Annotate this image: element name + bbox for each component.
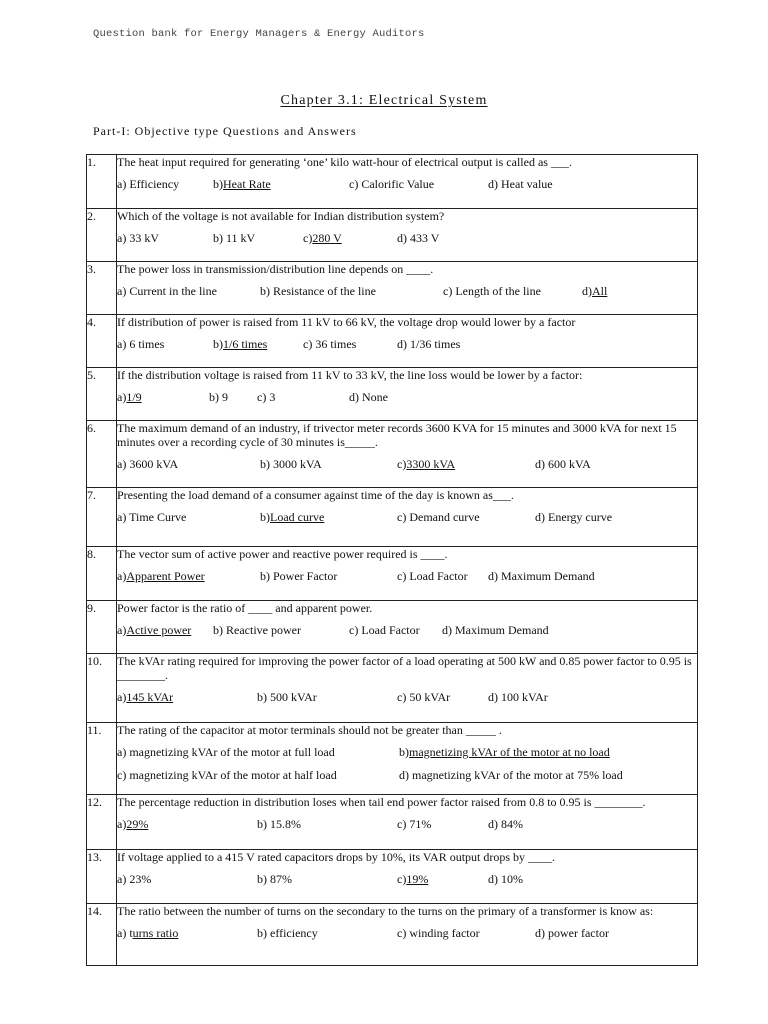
question-row xyxy=(87,795,698,850)
question-text: If the distribution voltage is raised from 11 kV to 33 kV, the line loss would be lower by a factor: xyxy=(117,368,583,382)
option-label: a) Current in the line xyxy=(117,284,217,298)
option-label: b) 3000 kVA xyxy=(260,457,322,471)
question-number: 1. xyxy=(87,155,117,209)
answer-option xyxy=(117,690,173,704)
option-label: c) Load Factor xyxy=(397,569,468,583)
question-body xyxy=(117,262,698,315)
answer-option xyxy=(397,231,439,245)
options-row xyxy=(117,337,697,351)
answer-option xyxy=(349,623,420,637)
answer-option xyxy=(117,623,191,637)
correct-answer: Active power xyxy=(126,623,192,637)
option-label: a) xyxy=(117,817,127,831)
option-label: a) xyxy=(117,390,127,404)
option-label: c) Demand curve xyxy=(397,510,480,524)
question-row xyxy=(87,850,698,904)
question-text: The percentage reduction in distribution loses when tail end power factor raised from 0.8 to 0.95 is ________. xyxy=(117,795,646,809)
question-text: The ratio between the number of turns on the secondary to the turns on the primary of a transformer is know as: xyxy=(117,904,654,918)
correct-answer: All xyxy=(592,284,608,298)
answer-option xyxy=(397,926,480,940)
options-row xyxy=(117,926,697,940)
answer-option xyxy=(117,926,178,940)
answer-option xyxy=(397,872,428,886)
option-label: a) xyxy=(117,569,127,583)
option-label: c) winding factor xyxy=(397,926,480,940)
option-label: b) 15.8% xyxy=(257,817,301,831)
question-row xyxy=(87,421,698,488)
option-label: d) 100 kVAr xyxy=(488,690,548,704)
option-label: c) magnetizing kVAr of the motor at half load xyxy=(117,768,337,782)
option-label: a) Efficiency xyxy=(117,177,180,191)
answer-option xyxy=(117,872,151,886)
question-text: Presenting the load demand of a consumer against time of the day is known as___. xyxy=(117,488,514,502)
question-text: The power loss in transmission/distribution line depends on ____. xyxy=(117,262,434,276)
question-body xyxy=(117,155,698,209)
correct-answer: Load curve xyxy=(270,510,325,524)
correct-answer: 280 V xyxy=(312,231,342,245)
answer-option xyxy=(582,284,607,298)
question-number: 11. xyxy=(87,723,117,795)
question-text: If voltage applied to a 415 V rated capacitors drops by 10%, its VAR output drops by ____. xyxy=(117,850,556,864)
question-body xyxy=(117,850,698,904)
question-number: 4. xyxy=(87,315,117,368)
correct-answer: 29% xyxy=(126,817,149,831)
question-number: 13. xyxy=(87,850,117,904)
correct-answer: magnetizing kVAr of the motor at no load xyxy=(409,745,610,759)
question-text: The vector sum of active power and reactive power required is ____. xyxy=(117,547,448,561)
option-label: d) Energy curve xyxy=(535,510,613,524)
answer-option xyxy=(257,817,301,831)
question-number: 10. xyxy=(87,654,117,723)
chapter-title-text: Chapter 3.1: Electrical System xyxy=(280,93,488,108)
answer-option xyxy=(349,390,388,404)
question-text: Which of the voltage is not available for Indian distribution system? xyxy=(117,209,445,223)
question-row xyxy=(87,904,698,966)
answer-option xyxy=(213,337,267,351)
option-label: a) 6 times xyxy=(117,337,165,351)
option-label: b) Resistance of the line xyxy=(260,284,376,298)
option-label: b) 9 xyxy=(209,390,228,404)
question-number: 7. xyxy=(87,488,117,547)
page-header: Question bank for Energy Managers & Energy Auditors xyxy=(93,28,425,40)
answer-option xyxy=(260,284,376,298)
option-label: d) 1/36 times xyxy=(397,337,461,351)
question-body xyxy=(117,601,698,654)
answer-option xyxy=(260,569,337,583)
question-body xyxy=(117,368,698,421)
question-body xyxy=(117,421,698,488)
option-label: c) Length of the line xyxy=(443,284,541,298)
option-label: b) 87% xyxy=(257,872,292,886)
option-label: a) magnetizing kVAr of the motor at full load xyxy=(117,745,335,759)
option-label: c) 3 xyxy=(257,390,276,404)
question-text: If distribution of power is raised from 11 kV to 66 kV, the voltage drop would lower by a factor xyxy=(117,315,576,329)
answer-option xyxy=(117,817,148,831)
options-row-2 xyxy=(117,768,697,782)
question-body xyxy=(117,547,698,601)
option-label: a) xyxy=(117,690,127,704)
correct-answer: 1/9 xyxy=(126,390,142,404)
question-body xyxy=(117,904,698,966)
option-label: b) xyxy=(260,510,270,524)
option-label: d) 10% xyxy=(488,872,523,886)
correct-answer: 19% xyxy=(406,872,429,886)
answer-option xyxy=(535,926,609,940)
question-number: 5. xyxy=(87,368,117,421)
answer-option xyxy=(117,569,205,583)
options-row xyxy=(117,284,697,298)
answer-option xyxy=(443,284,541,298)
answer-option xyxy=(397,337,460,351)
answer-option xyxy=(535,457,591,471)
answer-option xyxy=(397,457,455,471)
question-text: Power factor is the ratio of ____ and apparent power. xyxy=(117,601,373,615)
question-text: The heat input required for generating ‘one’ kilo watt-hour of electrical output is called as ___. xyxy=(117,155,572,169)
option-label: d) Maximum Demand xyxy=(488,569,595,583)
question-number: 3. xyxy=(87,262,117,315)
option-label: d) 600 kVA xyxy=(535,457,591,471)
question-row xyxy=(87,601,698,654)
answer-option xyxy=(399,745,610,759)
answer-option xyxy=(117,177,179,191)
answer-option xyxy=(117,390,142,404)
option-label: a) Time Curve xyxy=(117,510,187,524)
option-label: b) Power Factor xyxy=(260,569,338,583)
answer-option xyxy=(303,231,342,245)
correct-answer: urns ratio xyxy=(132,926,179,940)
question-body xyxy=(117,209,698,262)
answer-option xyxy=(399,768,623,782)
answer-option xyxy=(209,390,228,404)
answer-option xyxy=(257,690,317,704)
correct-answer: 3300 kVA xyxy=(406,457,456,471)
options-row xyxy=(117,510,697,524)
option-label: c) 71% xyxy=(397,817,432,831)
option-label: b) 11 kV xyxy=(213,231,256,245)
question-body xyxy=(117,654,698,723)
answer-option xyxy=(257,390,275,404)
answer-option xyxy=(488,690,548,704)
options-row xyxy=(117,817,697,831)
question-body xyxy=(117,488,698,547)
option-label: d) power factor xyxy=(535,926,609,940)
question-body xyxy=(117,723,698,795)
answer-option xyxy=(257,872,292,886)
answer-option xyxy=(213,231,255,245)
answer-option xyxy=(117,768,337,782)
chapter-title xyxy=(0,93,768,109)
answer-option xyxy=(488,872,523,886)
answer-option xyxy=(117,284,217,298)
option-label: d) Heat value xyxy=(488,177,553,191)
question-number: 2. xyxy=(87,209,117,262)
question-body xyxy=(117,315,698,368)
question-table-body xyxy=(87,155,698,966)
answer-option xyxy=(213,623,301,637)
question-row xyxy=(87,315,698,368)
answer-option xyxy=(117,457,178,471)
answer-option xyxy=(397,690,450,704)
correct-answer: 1/6 times xyxy=(223,337,268,351)
option-label: d) xyxy=(582,284,592,298)
question-row xyxy=(87,488,698,547)
question-number: 14. xyxy=(87,904,117,966)
option-label: c) xyxy=(303,231,313,245)
answer-option xyxy=(442,623,549,637)
options-row xyxy=(117,457,697,471)
option-label: b) xyxy=(213,177,223,191)
answer-option xyxy=(488,569,595,583)
correct-answer: Heat Rate xyxy=(223,177,271,191)
options-row xyxy=(117,745,697,759)
option-label: d) Maximum Demand xyxy=(442,623,549,637)
option-label: a) xyxy=(117,623,127,637)
option-label: b) Reactive power xyxy=(213,623,301,637)
option-label: a) 23% xyxy=(117,872,152,886)
option-label: b) efficiency xyxy=(257,926,318,940)
options-row xyxy=(117,231,697,245)
options-row xyxy=(117,390,697,404)
options-row xyxy=(117,177,697,191)
option-label: a) 33 kV xyxy=(117,231,159,245)
answer-option xyxy=(488,817,523,831)
answer-option xyxy=(117,337,164,351)
options-row xyxy=(117,623,697,637)
answer-option xyxy=(397,510,480,524)
answer-option xyxy=(213,177,271,191)
correct-answer: 145 kVAr xyxy=(126,690,174,704)
question-row xyxy=(87,723,698,795)
option-label: b) xyxy=(213,337,223,351)
question-row xyxy=(87,547,698,601)
option-label: b) xyxy=(399,745,409,759)
answer-option xyxy=(397,569,468,583)
option-label: d) 433 V xyxy=(397,231,440,245)
option-label: c) 50 kVAr xyxy=(397,690,451,704)
answer-option xyxy=(260,510,324,524)
part-title: Part-I: Objective type Questions and Answers xyxy=(93,124,357,138)
answer-option xyxy=(303,337,356,351)
question-number: 8. xyxy=(87,547,117,601)
answer-option xyxy=(117,231,159,245)
option-label: d) 84% xyxy=(488,817,523,831)
answer-option xyxy=(260,457,322,471)
question-row xyxy=(87,368,698,421)
answer-option xyxy=(397,817,431,831)
question-text: The rating of the capacitor at motor terminals should not be greater than _____ . xyxy=(117,723,502,737)
option-label: d) None xyxy=(349,390,388,404)
option-label: c) 36 times xyxy=(303,337,357,351)
options-row xyxy=(117,690,697,704)
question-row xyxy=(87,262,698,315)
question-number: 6. xyxy=(87,421,117,488)
option-label: c) xyxy=(397,872,407,886)
answer-option xyxy=(117,745,335,759)
answer-option xyxy=(349,177,434,191)
option-label: c) Load Factor xyxy=(349,623,420,637)
option-label: c) Calorific Value xyxy=(349,177,435,191)
question-row xyxy=(87,654,698,723)
question-text: The kVAr rating required for improving the power factor of a load operating at 500 kW and 0.85 power factor to 0.95 is ________. xyxy=(117,654,692,682)
option-label: a) t xyxy=(117,926,133,940)
option-label: a) 3600 kVA xyxy=(117,457,179,471)
correct-answer: Apparent Power xyxy=(126,569,205,583)
option-label: b) 500 kVAr xyxy=(257,690,317,704)
answer-option xyxy=(535,510,612,524)
options-row xyxy=(117,872,697,886)
options-row xyxy=(117,569,697,583)
option-label: c) xyxy=(397,457,407,471)
answer-option xyxy=(488,177,553,191)
question-number: 12. xyxy=(87,795,117,850)
question-number: 9. xyxy=(87,601,117,654)
question-row xyxy=(87,155,698,209)
question-row xyxy=(87,209,698,262)
answer-option xyxy=(117,510,186,524)
question-text: The maximum demand of an industry, if trivector meter records 3600 KVA for 15 minutes and 3000 kVA for next 15 minutes over a recording cycle of 30 minutes is_____. xyxy=(117,421,677,449)
option-label: d) magnetizing kVAr of the motor at 75% load xyxy=(399,768,623,782)
question-body xyxy=(117,795,698,850)
question-table xyxy=(86,154,698,966)
answer-option xyxy=(257,926,318,940)
